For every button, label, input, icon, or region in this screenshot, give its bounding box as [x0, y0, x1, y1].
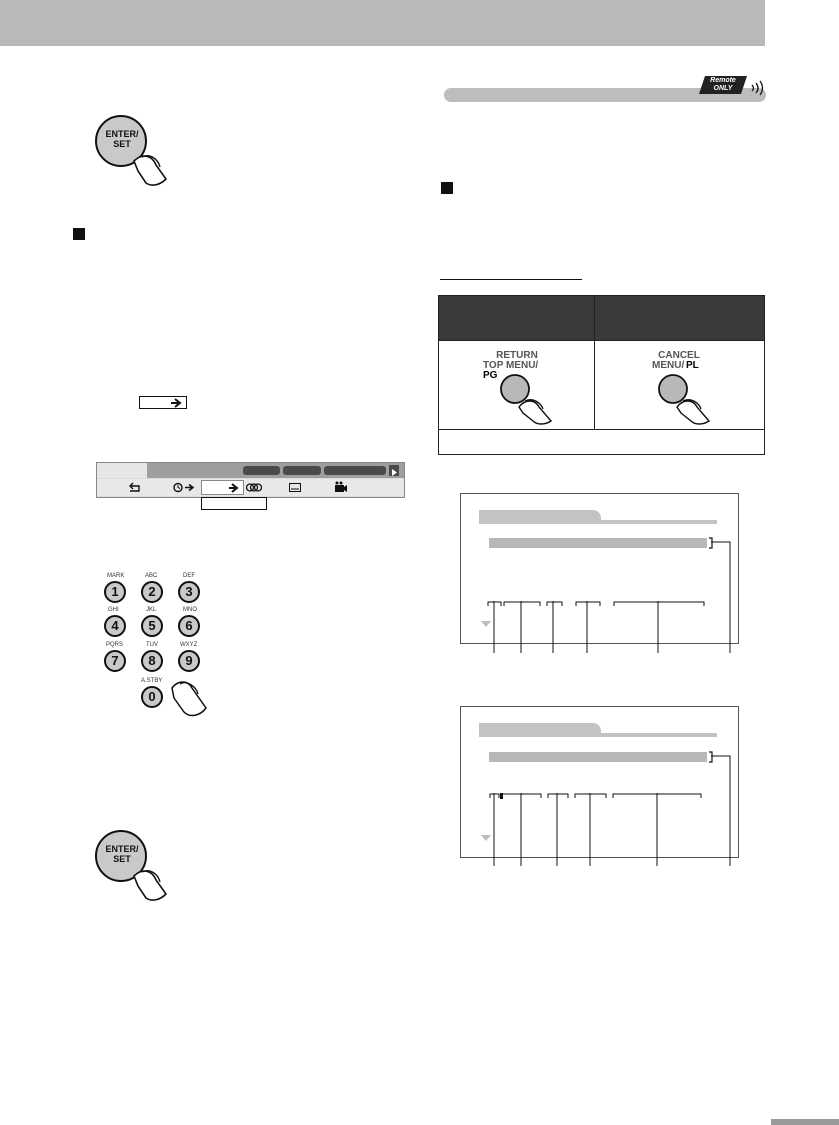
onscreen-bar	[96, 462, 405, 498]
audio-icon	[246, 482, 262, 493]
enter-set-button-illustration-2	[94, 828, 174, 903]
bar-pill-2	[283, 466, 321, 475]
table-header-right	[595, 296, 765, 341]
callout-box	[201, 497, 267, 510]
table-header-left	[439, 296, 595, 341]
enter-set-button-illustration	[94, 113, 174, 188]
screen1-leader-lines	[460, 493, 740, 658]
arrow-right-icon	[228, 483, 240, 493]
pointing-hand-icon	[94, 113, 174, 188]
remote-badge-line2: ONLY	[713, 85, 733, 92]
cancel-label: CANCEL	[658, 350, 700, 361]
key-7: 7	[104, 650, 126, 672]
enter-label: ENTER/	[105, 129, 139, 139]
key-0-letters: A.STBY	[141, 678, 163, 684]
screen2-leader-lines	[460, 706, 740, 870]
key-1-letters: MARK	[107, 573, 125, 579]
key-4-letters: GHI	[108, 607, 119, 613]
bar-play-box	[389, 465, 399, 476]
return-top-menu-cell	[439, 341, 595, 430]
key-2: 2	[141, 581, 163, 603]
pointing-hand-icon	[166, 678, 214, 720]
bar-pill-3	[324, 466, 386, 475]
key-6-letters: MNO	[183, 607, 197, 613]
set-label: SET	[113, 139, 131, 149]
remote-badge-line1: Remote	[710, 77, 736, 84]
pointing-hand-icon	[94, 828, 174, 903]
key-8-letters: TUV	[146, 642, 158, 648]
play-triangle-icon	[389, 467, 399, 478]
clock-arrow-icon	[173, 482, 197, 493]
pointing-hand-icon	[499, 373, 569, 425]
key-5: 5	[141, 615, 163, 637]
page-edge-marker	[771, 1119, 839, 1125]
time-entry-field	[201, 480, 244, 495]
pointing-hand-icon	[657, 373, 727, 425]
key-1: 1	[104, 581, 126, 603]
header-band	[0, 0, 765, 46]
top-menu-label: TOP MENU/	[483, 360, 539, 371]
key-3: 3	[178, 581, 200, 603]
pl-label: PL	[686, 360, 699, 371]
key-9-letters: WXYZ	[180, 642, 198, 648]
bar-tab	[97, 463, 147, 478]
arrow-right-icon	[170, 398, 184, 408]
table-footer	[439, 430, 765, 455]
inline-arrow-box	[139, 396, 187, 409]
key-4: 4	[104, 615, 126, 637]
section-bullet-left	[73, 228, 85, 240]
key-2-letters: ABC	[145, 573, 158, 579]
menu-label: MENU/	[652, 360, 685, 371]
repeat-icon	[127, 482, 143, 493]
enter-label: ENTER/	[105, 844, 139, 854]
section-bullet-right	[441, 182, 453, 194]
underline-rule	[440, 279, 582, 280]
key-3-letters: DEF	[183, 573, 195, 579]
key-7-letters: PQRS	[106, 642, 124, 648]
pg-label: PG	[483, 370, 498, 381]
return-label: RETURN	[496, 350, 538, 361]
subtitle-icon	[289, 483, 301, 492]
key-6: 6	[178, 615, 200, 637]
key-0: 0	[141, 686, 163, 708]
key-9: 9	[178, 650, 200, 672]
bar-pill-1	[243, 466, 280, 475]
remote-only-badge	[697, 74, 749, 96]
camera-angle-icon	[334, 481, 348, 493]
set-label: SET	[113, 854, 131, 864]
key-8: 8	[141, 650, 163, 672]
return-buttons-table	[438, 295, 765, 455]
cancel-menu-cell	[595, 341, 765, 430]
key-5-letters: JKL	[146, 607, 157, 613]
signal-waves-icon	[749, 80, 767, 96]
